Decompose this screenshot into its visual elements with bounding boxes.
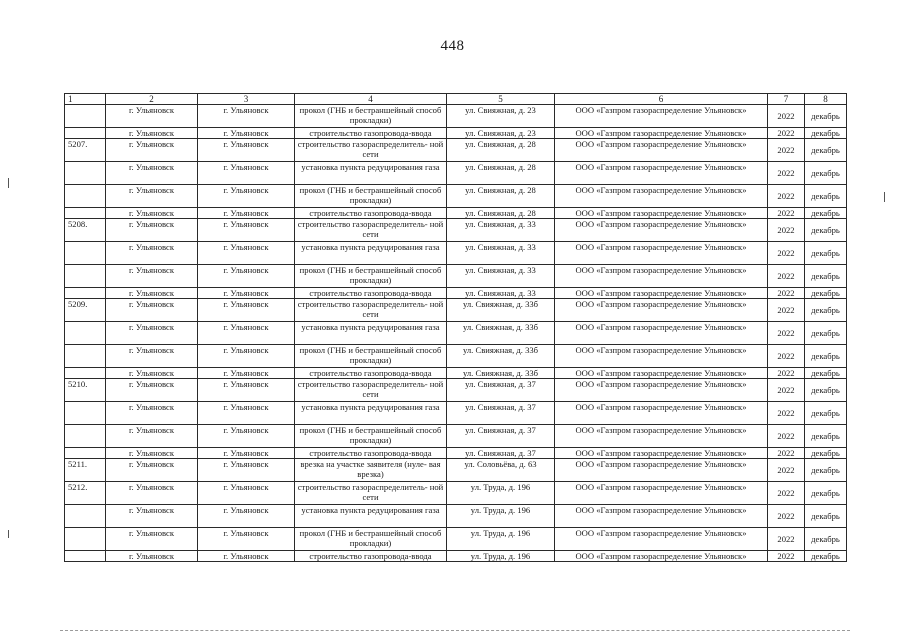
organization-cell: ООО «Газпром газораспределение Ульяновск» bbox=[555, 299, 768, 322]
header-cell: 2 bbox=[106, 94, 198, 105]
work-type-cell: строительство газораспределитель- ной сети bbox=[295, 379, 447, 402]
year-cell: 2022 bbox=[768, 105, 805, 128]
table-row bbox=[65, 425, 847, 448]
work-type-cell: строительство газопровода-ввода bbox=[295, 448, 447, 459]
city-cell: г. Ульяновск bbox=[106, 185, 198, 208]
city-cell: г. Ульяновск bbox=[106, 139, 198, 162]
city-cell: г. Ульяновск bbox=[106, 299, 198, 322]
row-number-cell bbox=[65, 208, 106, 219]
row-number-cell bbox=[65, 185, 106, 208]
year-cell: 2022 bbox=[768, 265, 805, 288]
year-cell: 2022 bbox=[768, 208, 805, 219]
month-cell: декабрь bbox=[805, 551, 847, 562]
row-number-cell bbox=[65, 162, 106, 185]
city-cell: г. Ульяновск bbox=[106, 128, 198, 139]
table-row bbox=[65, 368, 847, 379]
work-type-cell: прокол (ГНБ и бестраншейный способ прокладки) bbox=[295, 528, 447, 551]
organization-cell: ООО «Газпром газораспределение Ульяновск» bbox=[555, 265, 768, 288]
district-cell: г. Ульяновск bbox=[198, 368, 295, 379]
year-cell: 2022 bbox=[768, 162, 805, 185]
row-number-cell bbox=[65, 265, 106, 288]
district-cell: г. Ульяновск bbox=[198, 448, 295, 459]
organization-cell: ООО «Газпром газораспределение Ульяновск» bbox=[555, 242, 768, 265]
district-cell: г. Ульяновск bbox=[198, 551, 295, 562]
district-cell: г. Ульяновск bbox=[198, 185, 295, 208]
month-cell: декабрь bbox=[805, 219, 847, 242]
row-number-cell: 5210. bbox=[65, 379, 106, 402]
year-cell: 2022 bbox=[768, 299, 805, 322]
district-cell: г. Ульяновск bbox=[198, 528, 295, 551]
city-cell: г. Ульяновск bbox=[106, 528, 198, 551]
work-type-cell: строительство газопровода-ввода bbox=[295, 128, 447, 139]
work-type-cell: строительство газораспределитель- ной сети bbox=[295, 219, 447, 242]
city-cell: г. Ульяновск bbox=[106, 448, 198, 459]
district-cell: г. Ульяновск bbox=[198, 139, 295, 162]
month-cell: декабрь bbox=[805, 402, 847, 425]
table-row bbox=[65, 128, 847, 139]
month-cell: декабрь bbox=[805, 139, 847, 162]
organization-cell: ООО «Газпром газораспределение Ульяновск» bbox=[555, 208, 768, 219]
organization-cell: ООО «Газпром газораспределение Ульяновск» bbox=[555, 448, 768, 459]
organization-cell: ООО «Газпром газораспределение Ульяновск» bbox=[555, 505, 768, 528]
year-cell: 2022 bbox=[768, 551, 805, 562]
district-cell: г. Ульяновск bbox=[198, 242, 295, 265]
table-row bbox=[65, 448, 847, 459]
address-cell: ул. Свияжная, д. 28 bbox=[447, 208, 555, 219]
address-cell: ул. Свияжная, д. 23 bbox=[447, 105, 555, 128]
year-cell: 2022 bbox=[768, 219, 805, 242]
city-cell: г. Ульяновск bbox=[106, 379, 198, 402]
row-number-cell bbox=[65, 505, 106, 528]
organization-cell: ООО «Газпром газораспределение Ульяновск» bbox=[555, 551, 768, 562]
year-cell: 2022 bbox=[768, 459, 805, 482]
district-cell: г. Ульяновск bbox=[198, 425, 295, 448]
year-cell: 2022 bbox=[768, 242, 805, 265]
city-cell: г. Ульяновск bbox=[106, 368, 198, 379]
address-cell: ул. Свияжная, д. 28 bbox=[447, 185, 555, 208]
organization-cell: ООО «Газпром газораспределение Ульяновск» bbox=[555, 379, 768, 402]
table-row bbox=[65, 105, 847, 128]
organization-cell: ООО «Газпром газораспределение Ульяновск» bbox=[555, 162, 768, 185]
month-cell: декабрь bbox=[805, 425, 847, 448]
city-cell: г. Ульяновск bbox=[106, 105, 198, 128]
work-type-cell: прокол (ГНБ и бестраншейный способ прокладки) bbox=[295, 185, 447, 208]
district-cell: г. Ульяновск bbox=[198, 459, 295, 482]
header-cell: 6 bbox=[555, 94, 768, 105]
work-type-cell: строительство газопровода-ввода bbox=[295, 368, 447, 379]
year-cell: 2022 bbox=[768, 322, 805, 345]
district-cell: г. Ульяновск bbox=[198, 208, 295, 219]
year-cell: 2022 bbox=[768, 505, 805, 528]
work-type-cell: прокол (ГНБ и бестраншейный способ прокладки) bbox=[295, 425, 447, 448]
address-cell: ул. Труда, д. 196 bbox=[447, 482, 555, 505]
organization-cell: ООО «Газпром газораспределение Ульяновск» bbox=[555, 288, 768, 299]
row-number-cell bbox=[65, 551, 106, 562]
year-cell: 2022 bbox=[768, 128, 805, 139]
table-body bbox=[65, 94, 847, 562]
work-type-cell: прокол (ГНБ и бестраншейный способ прокладки) bbox=[295, 345, 447, 368]
month-cell: декабрь bbox=[805, 482, 847, 505]
header-cell: 4 bbox=[295, 94, 447, 105]
address-cell: ул. Свияжная, д. 28 bbox=[447, 162, 555, 185]
organization-cell: ООО «Газпром газораспределение Ульяновск» bbox=[555, 139, 768, 162]
row-number-cell: 5208. bbox=[65, 219, 106, 242]
work-type-cell: прокол (ГНБ и бестраншейный способ прокладки) bbox=[295, 265, 447, 288]
month-cell: декабрь bbox=[805, 528, 847, 551]
city-cell: г. Ульяновск bbox=[106, 551, 198, 562]
district-cell: г. Ульяновск bbox=[198, 219, 295, 242]
table-row bbox=[65, 242, 847, 265]
table-row bbox=[65, 459, 847, 482]
work-type-cell: строительство газопровода-ввода bbox=[295, 208, 447, 219]
organization-cell: ООО «Газпром газораспределение Ульяновск» bbox=[555, 459, 768, 482]
header-cell: 3 bbox=[198, 94, 295, 105]
header-cell: 8 bbox=[805, 94, 847, 105]
year-cell: 2022 bbox=[768, 368, 805, 379]
row-number-cell bbox=[65, 322, 106, 345]
organization-cell: ООО «Газпром газораспределение Ульяновск» bbox=[555, 185, 768, 208]
organization-cell: ООО «Газпром газораспределение Ульяновск» bbox=[555, 528, 768, 551]
work-type-cell: прокол (ГНБ и бестраншейный способ прокладки) bbox=[295, 105, 447, 128]
address-cell: ул. Свияжная, д. 33б bbox=[447, 345, 555, 368]
page-number: 448 bbox=[440, 38, 465, 54]
table-row bbox=[65, 402, 847, 425]
table-row bbox=[65, 299, 847, 322]
organization-cell: ООО «Газпром газораспределение Ульяновск» bbox=[555, 219, 768, 242]
district-cell: г. Ульяновск bbox=[198, 345, 295, 368]
table-row bbox=[65, 185, 847, 208]
organization-cell: ООО «Газпром газораспределение Ульяновск» bbox=[555, 402, 768, 425]
address-cell: ул. Свияжная, д. 33 bbox=[447, 242, 555, 265]
month-cell: декабрь bbox=[805, 299, 847, 322]
city-cell: г. Ульяновск bbox=[106, 482, 198, 505]
month-cell: декабрь bbox=[805, 128, 847, 139]
month-cell: декабрь bbox=[805, 162, 847, 185]
table-row bbox=[65, 265, 847, 288]
work-type-cell: установка пункта редуцирования газа bbox=[295, 402, 447, 425]
city-cell: г. Ульяновск bbox=[106, 425, 198, 448]
work-type-cell: строительство газораспределитель- ной сети bbox=[295, 139, 447, 162]
work-type-cell: строительство газораспределитель- ной сети bbox=[295, 299, 447, 322]
district-cell: г. Ульяновск bbox=[198, 105, 295, 128]
work-type-cell: строительство газопровода-ввода bbox=[295, 551, 447, 562]
city-cell: г. Ульяновск bbox=[106, 345, 198, 368]
district-cell: г. Ульяновск bbox=[198, 128, 295, 139]
table-row bbox=[65, 139, 847, 162]
city-cell: г. Ульяновск bbox=[106, 162, 198, 185]
address-cell: ул. Соловьёва, д. 63 bbox=[447, 459, 555, 482]
header-cell: 1 bbox=[65, 94, 106, 105]
district-cell: г. Ульяновск bbox=[198, 402, 295, 425]
row-number-cell bbox=[65, 528, 106, 551]
month-cell: декабрь bbox=[805, 459, 847, 482]
address-cell: ул. Свияжная, д. 37 bbox=[447, 402, 555, 425]
year-cell: 2022 bbox=[768, 139, 805, 162]
year-cell: 2022 bbox=[768, 288, 805, 299]
work-type-cell: врезка на участке заявителя (нуле- вая врезка) bbox=[295, 459, 447, 482]
address-cell: ул. Свияжная, д. 33 bbox=[447, 288, 555, 299]
row-number-cell bbox=[65, 425, 106, 448]
address-cell: ул. Труда, д. 196 bbox=[447, 551, 555, 562]
row-number-cell bbox=[65, 105, 106, 128]
work-type-cell: установка пункта редуцирования газа bbox=[295, 322, 447, 345]
row-number-cell: 5212. bbox=[65, 482, 106, 505]
row-number-cell: 5211. bbox=[65, 459, 106, 482]
address-cell: ул. Свияжная, д. 28 bbox=[447, 139, 555, 162]
month-cell: декабрь bbox=[805, 105, 847, 128]
table-row bbox=[65, 379, 847, 402]
row-number-cell bbox=[65, 288, 106, 299]
work-type-cell: установка пункта редуцирования газа bbox=[295, 162, 447, 185]
year-cell: 2022 bbox=[768, 448, 805, 459]
table-row bbox=[65, 208, 847, 219]
month-cell: декабрь bbox=[805, 242, 847, 265]
scan-bottom-rule bbox=[60, 630, 850, 631]
city-cell: г. Ульяновск bbox=[106, 242, 198, 265]
scan-margin-mark bbox=[8, 178, 9, 188]
address-cell: ул. Свияжная, д. 33б bbox=[447, 368, 555, 379]
district-cell: г. Ульяновск bbox=[198, 288, 295, 299]
district-cell: г. Ульяновск bbox=[198, 322, 295, 345]
city-cell: г. Ульяновск bbox=[106, 459, 198, 482]
year-cell: 2022 bbox=[768, 379, 805, 402]
table-row bbox=[65, 219, 847, 242]
table-row bbox=[65, 482, 847, 505]
organization-cell: ООО «Газпром газораспределение Ульяновск» bbox=[555, 322, 768, 345]
organization-cell: ООО «Газпром газораспределение Ульяновск» bbox=[555, 482, 768, 505]
header-cell: 7 bbox=[768, 94, 805, 105]
month-cell: декабрь bbox=[805, 322, 847, 345]
address-cell: ул. Свияжная, д. 33б bbox=[447, 322, 555, 345]
header-row bbox=[65, 94, 847, 105]
organization-cell: ООО «Газпром газораспределение Ульяновск» bbox=[555, 105, 768, 128]
table-row bbox=[65, 162, 847, 185]
month-cell: декабрь bbox=[805, 345, 847, 368]
scan-margin-mark bbox=[884, 192, 885, 202]
address-cell: ул. Свияжная, д. 37 bbox=[447, 448, 555, 459]
month-cell: декабрь bbox=[805, 208, 847, 219]
city-cell: г. Ульяновск bbox=[106, 402, 198, 425]
city-cell: г. Ульяновск bbox=[106, 505, 198, 528]
month-cell: декабрь bbox=[805, 505, 847, 528]
month-cell: декабрь bbox=[805, 288, 847, 299]
table-row bbox=[65, 528, 847, 551]
year-cell: 2022 bbox=[768, 402, 805, 425]
address-cell: ул. Свияжная, д. 37 bbox=[447, 425, 555, 448]
data-table bbox=[64, 93, 847, 562]
month-cell: декабрь bbox=[805, 265, 847, 288]
address-cell: ул. Труда, д. 196 bbox=[447, 505, 555, 528]
city-cell: г. Ульяновск bbox=[106, 219, 198, 242]
city-cell: г. Ульяновск bbox=[106, 288, 198, 299]
row-number-cell bbox=[65, 242, 106, 265]
district-cell: г. Ульяновск bbox=[198, 299, 295, 322]
address-cell: ул. Свияжная, д. 23 bbox=[447, 128, 555, 139]
table-row bbox=[65, 288, 847, 299]
month-cell: декабрь bbox=[805, 448, 847, 459]
work-type-cell: строительство газораспределитель- ной сети bbox=[295, 482, 447, 505]
organization-cell: ООО «Газпром газораспределение Ульяновск» bbox=[555, 368, 768, 379]
work-type-cell: установка пункта редуцирования газа bbox=[295, 505, 447, 528]
row-number-cell: 5209. bbox=[65, 299, 106, 322]
organization-cell: ООО «Газпром газораспределение Ульяновск» bbox=[555, 425, 768, 448]
row-number-cell bbox=[65, 345, 106, 368]
district-cell: г. Ульяновск bbox=[198, 482, 295, 505]
city-cell: г. Ульяновск bbox=[106, 208, 198, 219]
work-type-cell: установка пункта редуцирования газа bbox=[295, 242, 447, 265]
address-cell: ул. Свияжная, д. 33 bbox=[447, 265, 555, 288]
year-cell: 2022 bbox=[768, 482, 805, 505]
month-cell: декабрь bbox=[805, 368, 847, 379]
year-cell: 2022 bbox=[768, 345, 805, 368]
district-cell: г. Ульяновск bbox=[198, 265, 295, 288]
year-cell: 2022 bbox=[768, 425, 805, 448]
scan-margin-mark bbox=[8, 530, 9, 538]
address-cell: ул. Труда, д. 196 bbox=[447, 528, 555, 551]
district-cell: г. Ульяновск bbox=[198, 379, 295, 402]
work-type-cell: строительство газопровода-ввода bbox=[295, 288, 447, 299]
year-cell: 2022 bbox=[768, 528, 805, 551]
address-cell: ул. Свияжная, д. 33б bbox=[447, 299, 555, 322]
month-cell: декабрь bbox=[805, 379, 847, 402]
table-row bbox=[65, 505, 847, 528]
organization-cell: ООО «Газпром газораспределение Ульяновск» bbox=[555, 128, 768, 139]
city-cell: г. Ульяновск bbox=[106, 265, 198, 288]
row-number-cell bbox=[65, 368, 106, 379]
header-cell: 5 bbox=[447, 94, 555, 105]
year-cell: 2022 bbox=[768, 185, 805, 208]
row-number-cell bbox=[65, 402, 106, 425]
row-number-cell bbox=[65, 448, 106, 459]
district-cell: г. Ульяновск bbox=[198, 162, 295, 185]
organization-cell: ООО «Газпром газораспределение Ульяновск» bbox=[555, 345, 768, 368]
table-row bbox=[65, 345, 847, 368]
row-number-cell: 5207. bbox=[65, 139, 106, 162]
row-number-cell bbox=[65, 128, 106, 139]
table-row bbox=[65, 322, 847, 345]
district-cell: г. Ульяновск bbox=[198, 505, 295, 528]
address-cell: ул. Свияжная, д. 33 bbox=[447, 219, 555, 242]
month-cell: декабрь bbox=[805, 185, 847, 208]
city-cell: г. Ульяновск bbox=[106, 322, 198, 345]
table-row bbox=[65, 551, 847, 562]
address-cell: ул. Свияжная, д. 37 bbox=[447, 379, 555, 402]
